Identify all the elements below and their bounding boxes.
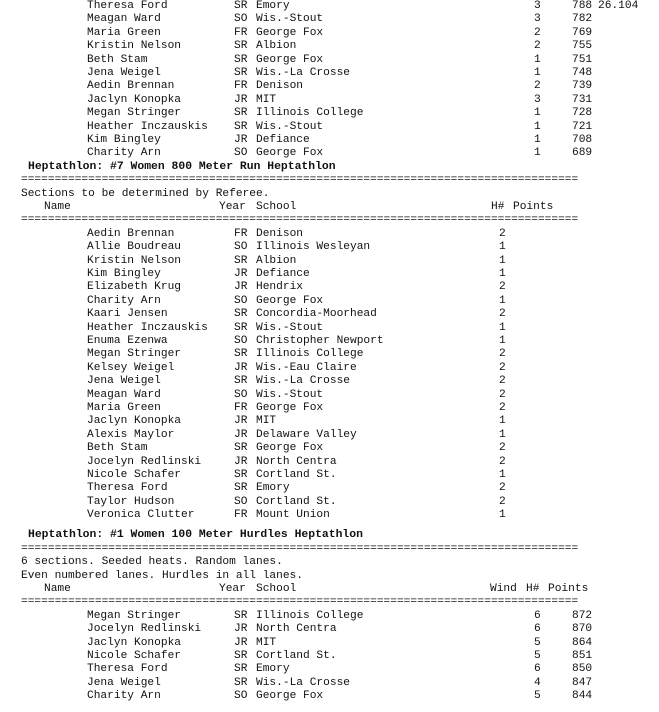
school: Delaware Valley: [256, 428, 357, 441]
school: Wis.-Stout: [256, 388, 324, 401]
heat: 3: [534, 93, 541, 106]
school: George Fox: [256, 294, 324, 307]
class-year: SR: [234, 53, 248, 66]
class-year: FR: [234, 26, 248, 39]
class-year: SO: [234, 335, 248, 347]
heat: 1: [499, 241, 506, 254]
class-year: SO: [234, 241, 248, 254]
athlete-name: Heather Inczauskis: [87, 321, 208, 334]
heat: 1: [499, 294, 506, 307]
heat: 3: [534, 0, 541, 12]
school: Emory: [256, 0, 290, 12]
heat: 2: [499, 455, 506, 468]
athlete-name: Alexis Maylor: [87, 428, 175, 441]
section-note-text: Even numbered lanes. Hurdles in all lanes.: [21, 569, 303, 582]
class-year: JR: [234, 361, 248, 374]
heat: 5: [534, 690, 541, 703]
class-year: SR: [234, 348, 248, 361]
points: 731: [572, 93, 593, 106]
heat: 2: [534, 26, 541, 39]
school: Albion: [256, 40, 297, 53]
class-year: JR: [234, 134, 248, 146]
heat: 2: [534, 40, 541, 53]
class-year: JR: [234, 636, 248, 649]
school: George Fox: [256, 402, 324, 414]
class-year: SR: [234, 442, 248, 455]
heat: 6: [534, 663, 541, 676]
points: 844: [572, 690, 593, 703]
school: George Fox: [256, 53, 324, 66]
school: Denison: [256, 80, 303, 93]
heat: 1: [499, 321, 506, 334]
points: 782: [572, 13, 593, 26]
header-school: School: [256, 201, 297, 213]
athlete-name: Jaclyn Konopka: [87, 636, 181, 649]
heat: 2: [499, 402, 506, 414]
athlete-name: Kaari Jensen: [87, 308, 168, 321]
athlete-name: Nicole Schafer: [87, 469, 181, 481]
class-year: FR: [234, 509, 248, 522]
school: Wis.-La Crosse: [256, 375, 350, 388]
separator-text: ===================================================================================: [21, 542, 579, 555]
extra-value: 26.104: [598, 0, 639, 12]
class-year: FR: [234, 80, 248, 93]
athlete-name: Beth Stam: [87, 53, 148, 66]
section-note-text: Sections to be determined by Referee.: [21, 187, 270, 200]
class-year: SR: [234, 0, 248, 12]
separator-text: ===================================================================================: [21, 596, 579, 609]
points: 739: [572, 80, 593, 93]
athlete-name: Theresa Ford: [87, 663, 168, 676]
class-year: SR: [234, 40, 248, 53]
athlete-name: Meagan Ward: [87, 13, 161, 26]
class-year: SO: [234, 147, 248, 160]
athlete-name: Megan Stringer: [87, 609, 181, 622]
separator-text: ===================================================================================: [21, 174, 579, 187]
athlete-name: Jocelyn Redlinski: [87, 623, 202, 636]
school: MIT: [256, 415, 277, 428]
heat: 2: [499, 281, 506, 294]
athlete-name: Theresa Ford: [87, 482, 168, 495]
athlete-name: Jena Weigel: [87, 676, 161, 689]
school: Wis.-Eau Claire: [256, 361, 357, 374]
school: North Centra: [256, 455, 337, 468]
heat: 2: [499, 495, 506, 508]
class-year: JR: [234, 281, 248, 294]
athlete-name: Meagan Ward: [87, 388, 161, 401]
athlete-name: Elizabeth Krug: [87, 281, 181, 294]
class-year: JR: [234, 415, 248, 428]
school: Wis.-La Crosse: [256, 676, 350, 689]
athlete-name: Beth Stam: [87, 442, 148, 455]
class-year: SR: [234, 254, 248, 267]
heat: 2: [499, 482, 506, 495]
class-year: SR: [234, 321, 248, 334]
school: Christopher Newport: [256, 335, 384, 347]
class-year: FR: [234, 402, 248, 414]
heat: 4: [534, 676, 541, 689]
points: 769: [572, 26, 593, 39]
heat: 1: [499, 428, 506, 441]
heat: 1: [499, 254, 506, 267]
class-year: JR: [234, 455, 248, 468]
header-heat: H#: [491, 201, 505, 213]
header-year: Year: [219, 201, 246, 213]
school: Defiance: [256, 134, 310, 146]
points: 847: [572, 676, 593, 689]
heat: 1: [499, 469, 506, 481]
athlete-name: Jaclyn Konopka: [87, 93, 181, 106]
class-year: SO: [234, 495, 248, 508]
class-year: JR: [234, 93, 248, 106]
school: Illinois College: [256, 348, 364, 361]
header-points: Points: [548, 582, 589, 595]
athlete-name: Kristin Nelson: [87, 40, 181, 53]
heat: 2: [499, 388, 506, 401]
school: George Fox: [256, 690, 324, 703]
heat: 6: [534, 623, 541, 636]
athlete-name: Jocelyn Redlinski: [87, 455, 202, 468]
school: MIT: [256, 93, 277, 106]
class-year: SR: [234, 676, 248, 689]
school: George Fox: [256, 442, 324, 455]
school: MIT: [256, 636, 277, 649]
school: Cortland St.: [256, 649, 337, 662]
school: Defiance: [256, 268, 310, 280]
section-title-text: Heptathlon: #1 Women 100 Meter Hurdles Heptathlon: [28, 529, 363, 542]
athlete-name: Kristin Nelson: [87, 254, 181, 267]
heat: 1: [534, 107, 541, 120]
class-year: JR: [234, 268, 248, 280]
heat: 2: [499, 227, 506, 240]
class-year: SO: [234, 13, 248, 26]
athlete-name: Maria Green: [87, 402, 161, 414]
class-year: JR: [234, 623, 248, 636]
header-points: Points: [513, 201, 554, 213]
points: 870: [572, 623, 593, 636]
school: George Fox: [256, 26, 324, 39]
class-year: SR: [234, 663, 248, 676]
class-year: SO: [234, 388, 248, 401]
points: 872: [572, 609, 593, 622]
class-year: JR: [234, 428, 248, 441]
school: Wis.-La Crosse: [256, 67, 350, 79]
heat: 2: [499, 442, 506, 455]
athlete-name: Theresa Ford: [87, 0, 168, 12]
heat: 3: [534, 13, 541, 26]
school: Wis.-Stout: [256, 321, 324, 334]
school: Emory: [256, 663, 290, 676]
athlete-name: Kelsey Weigel: [87, 361, 175, 374]
points: 721: [572, 120, 593, 133]
class-year: SR: [234, 308, 248, 321]
class-year: SR: [234, 469, 248, 481]
heat: 1: [499, 335, 506, 347]
header-name: Name: [44, 582, 71, 595]
school: Wis.-Stout: [256, 13, 324, 26]
heat: 5: [534, 649, 541, 662]
athlete-name: Maria Green: [87, 26, 161, 39]
heat: 1: [534, 120, 541, 133]
athlete-name: Nicole Schafer: [87, 649, 181, 662]
athlete-name: Allie Boudreau: [87, 241, 181, 254]
heat: 6: [534, 609, 541, 622]
school: Wis.-Stout: [256, 120, 324, 133]
separator-text: ===================================================================================: [21, 214, 579, 227]
points: 708: [572, 134, 593, 146]
points: 748: [572, 67, 593, 79]
school: Emory: [256, 482, 290, 495]
points: 851: [572, 649, 593, 662]
athlete-name: Megan Stringer: [87, 107, 181, 120]
athlete-name: Charity Arn: [87, 690, 161, 703]
school: Denison: [256, 227, 303, 240]
athlete-name: Megan Stringer: [87, 348, 181, 361]
class-year: SR: [234, 107, 248, 120]
header-name: Name: [44, 201, 71, 213]
heat: 1: [499, 415, 506, 428]
class-year: SR: [234, 482, 248, 495]
heat: 1: [534, 53, 541, 66]
athlete-name: Aedin Brennan: [87, 80, 175, 93]
points: 788: [572, 0, 593, 12]
header-heat: H#: [526, 582, 540, 595]
section-note-text: 6 sections. Seeded heats. Random lanes.: [21, 556, 283, 569]
heat: 1: [534, 134, 541, 146]
athlete-name: Kim Bingley: [87, 268, 161, 280]
school: Mount Union: [256, 509, 330, 522]
athlete-name: Aedin Brennan: [87, 227, 175, 240]
athlete-name: Charity Arn: [87, 147, 161, 160]
school: Hendrix: [256, 281, 303, 294]
school: George Fox: [256, 147, 324, 160]
athlete-name: Veronica Clutter: [87, 509, 195, 522]
school: Concordia-Moorhead: [256, 308, 377, 321]
heat: 1: [534, 147, 541, 160]
points: 864: [572, 636, 593, 649]
school: Illinois College: [256, 609, 364, 622]
athlete-name: Jena Weigel: [87, 67, 161, 79]
heat: 1: [499, 268, 506, 280]
points: 755: [572, 40, 593, 53]
athlete-name: Taylor Hudson: [87, 495, 175, 508]
school: Cortland St.: [256, 495, 337, 508]
school: Albion: [256, 254, 297, 267]
section-title-text: Heptathlon: #7 Women 800 Meter Run Heptathlon: [28, 160, 336, 173]
points: 850: [572, 663, 593, 676]
heat: 2: [499, 348, 506, 361]
athlete-name: Heather Inczauskis: [87, 120, 208, 133]
class-year: SR: [234, 375, 248, 388]
heat: 1: [534, 67, 541, 79]
heat: 2: [499, 361, 506, 374]
class-year: SO: [234, 294, 248, 307]
points: 728: [572, 107, 593, 120]
school: Cortland St.: [256, 469, 337, 481]
athlete-name: Jena Weigel: [87, 375, 161, 388]
points: 751: [572, 53, 593, 66]
athlete-name: Charity Arn: [87, 294, 161, 307]
class-year: SR: [234, 120, 248, 133]
class-year: SR: [234, 67, 248, 79]
header-school: School: [256, 582, 297, 595]
class-year: SO: [234, 690, 248, 703]
heat: 2: [499, 375, 506, 388]
header-year: Year: [219, 582, 246, 595]
heat: 2: [499, 308, 506, 321]
header-wind: Wind: [490, 582, 517, 595]
athlete-name: Jaclyn Konopka: [87, 415, 181, 428]
heat: 1: [499, 509, 506, 522]
class-year: SR: [234, 609, 248, 622]
school: Illinois College: [256, 107, 364, 120]
athlete-name: Kim Bingley: [87, 134, 161, 146]
class-year: SR: [234, 649, 248, 662]
athlete-name: Enuma Ezenwa: [87, 335, 168, 347]
heat: 2: [534, 80, 541, 93]
school: North Centra: [256, 623, 337, 636]
school: Illinois Wesleyan: [256, 241, 371, 254]
points: 689: [572, 147, 593, 160]
class-year: FR: [234, 227, 248, 240]
heat: 5: [534, 636, 541, 649]
